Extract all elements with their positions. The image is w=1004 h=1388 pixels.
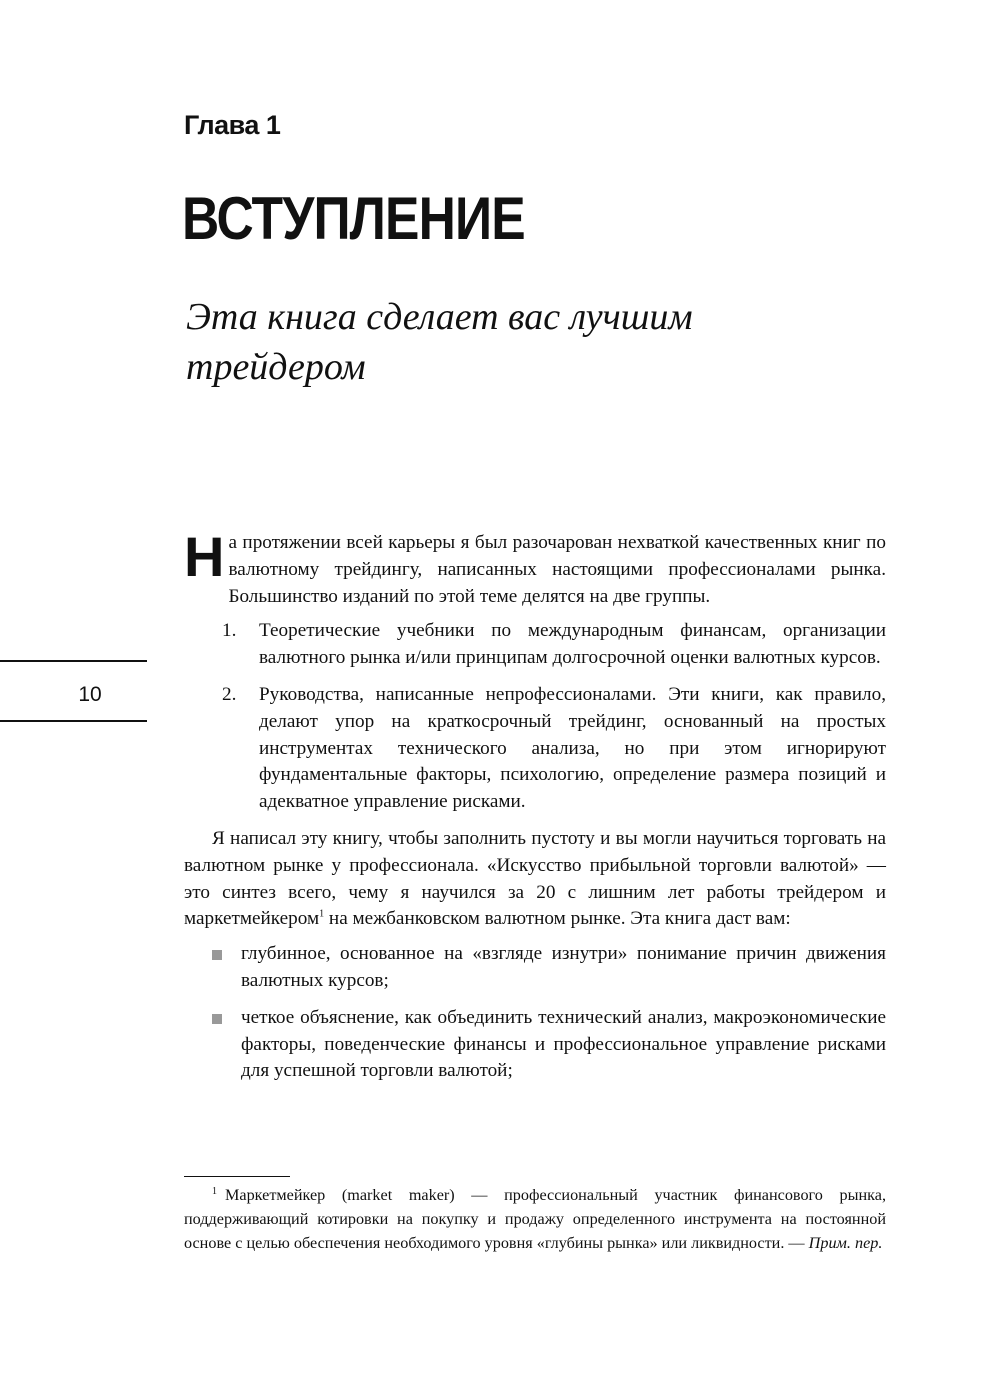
paragraph-text: Я написал эту книгу, чтобы заполнить пустоту и вы могли научиться торговать на валютном рынке у профессионала. «Искусство прибыльной торговли валютой» — это синтез всего, чему я научился за 20 с лишним лет работы трейдером и маркетмейкером [184, 827, 886, 930]
page-number-rule-top [0, 660, 147, 662]
chapter-epigraph: Эта книга сделает вас лучшим трейдером [186, 296, 693, 388]
square-bullet-icon [212, 950, 222, 960]
chapter-label: Глава 1 [184, 110, 281, 140]
body-text [184, 525, 886, 1095]
list-item-text: Теоретические учебники по международным финансам, организации валютного рынка и/или принципам долгосрочной оценки валютных курсов. [259, 620, 886, 669]
square-bullet-icon [212, 1014, 222, 1024]
list-item [241, 1005, 886, 1085]
footnote-reference[interactable]: 1 [319, 908, 325, 920]
list-item [241, 941, 886, 995]
drop-cap: Н [184, 525, 225, 588]
list-item-text: четкое объяснение, как объединить технический анализ, макроэкономические факторы, поведенческие финансы и профессиональное управление рисками для успешной торговли валютой; [241, 1006, 886, 1082]
list-item-text: Руководства, написанные непрофессионалами. Эти книги, как правило, делают упор на краткосрочный трейдинг, основанный на простых инструментах технического анализа, но при этом игнорируют фундаментальные факторы, психологию, определение размера позиций и адекватное управление рисками. [259, 683, 886, 813]
list-item [222, 682, 886, 816]
list-item-text: глубинное, основанное на «взгляде изнутри» понимание причин движения валютных курсов; [241, 943, 886, 991]
bullet-list [184, 941, 886, 1085]
list-item [222, 618, 886, 672]
translator-note: Прим. пер. [808, 1234, 883, 1252]
page-number-rule-bottom [0, 720, 147, 722]
footnote [184, 1183, 886, 1255]
list-number: 1. [222, 620, 237, 642]
intro-paragraph [184, 525, 886, 610]
list-number: 2. [222, 683, 237, 705]
page-number: 10 [78, 683, 102, 706]
footnote-mark: 1 [212, 1185, 217, 1197]
paragraph-text-end: на межбанковском валютном рынке. Эта книга даст вам: [324, 908, 791, 930]
numbered-list [184, 618, 886, 816]
footnote-text: Маркетмейкер (market maker) — профессиональный участник финансового рынка, поддерживающий котировки на покупку и продажу определенного инструмента на постоянной основе с целью обеспечения необходимого уровня «глубины рынка» или ликвидности. — [184, 1186, 886, 1252]
intro-text: а протяжении всей карьеры я был разочарован нехваткой качественных книг по валютному трейдингу, написанных настоящими профессионалами рынка. Большинство изданий по этой теме делятся на две группы. [228, 532, 886, 607]
chapter-title: ВСТУПЛЕНИЕ [182, 185, 525, 252]
footnote-rule [184, 1176, 290, 1177]
body-paragraph [184, 826, 886, 933]
